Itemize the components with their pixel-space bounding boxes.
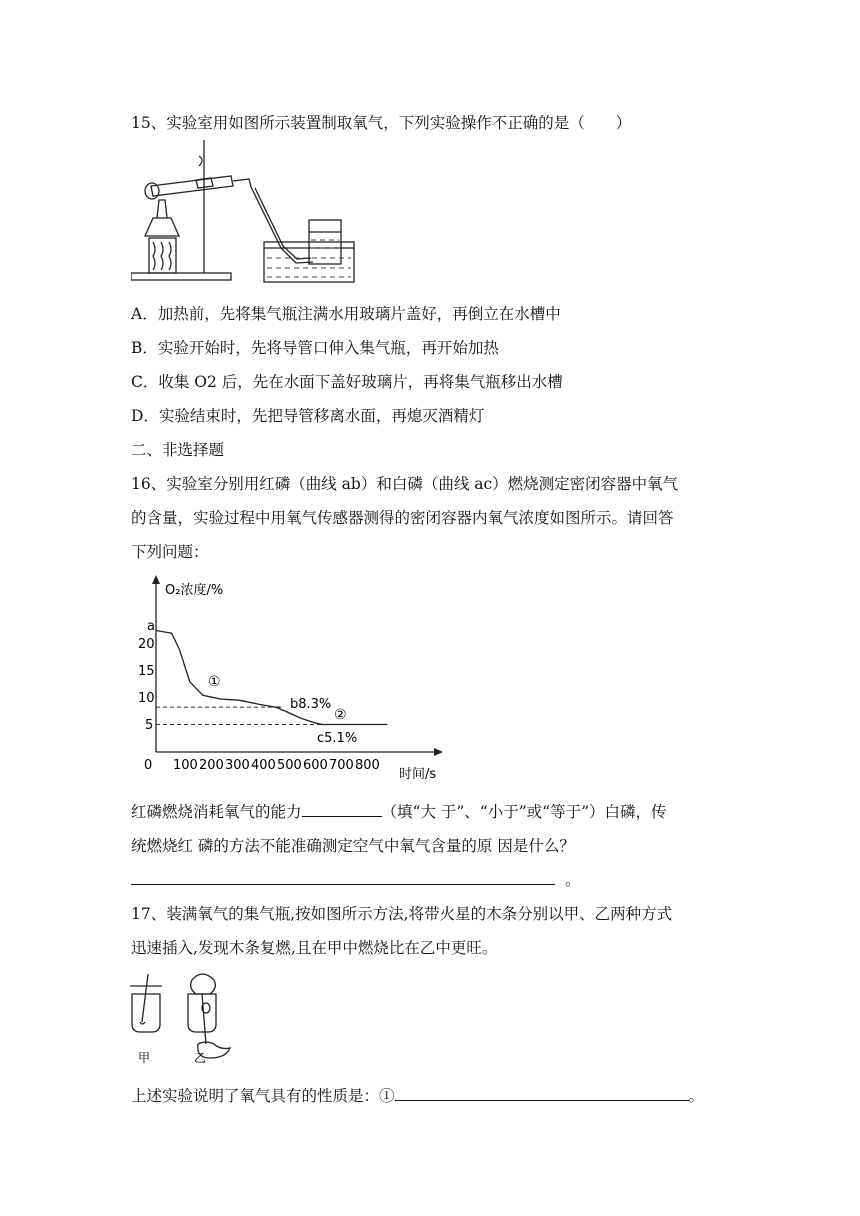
label-jia: 甲 <box>138 1051 151 1064</box>
x-tick-label: 0 <box>144 758 153 773</box>
point-label-a: a <box>147 619 155 634</box>
q16-answer-line1-pre: 红磷燃烧消耗氧气的能力 <box>131 803 302 821</box>
label-yi: 乙 <box>194 1051 207 1064</box>
q17-stem-line1: 17、装满氧气的集气瓶,按如图所示方法,将带火星的木条分别以甲、乙两种方式 <box>131 905 673 923</box>
x-tick-label: 100 <box>173 758 198 773</box>
section-title: 二、非选择题 <box>131 441 225 459</box>
y-tick-label: 20 <box>138 637 155 652</box>
q16-blank-2[interactable] <box>131 870 555 885</box>
q15-option-d: D．实验结束时，先把导管移离水面，再熄灭酒精灯 <box>131 407 485 425</box>
curve-label-2: ② <box>334 707 347 723</box>
q15-stem: 15、实验室用如图所示装置制取氧气，下列实验操作不正确的是（ ） <box>131 114 632 132</box>
x-tick-label: 700 <box>329 758 354 773</box>
x-axis-arrow <box>434 748 443 756</box>
q16-answer-line2: 统燃烧红 磷的方法不能准确测定空气中氧气含量的原 因是什么？ <box>131 837 575 855</box>
q16-answer-line1 <box>131 800 667 822</box>
o2-concentration-chart <box>131 572 451 782</box>
oxygen-apparatus-figure <box>131 138 361 288</box>
q16-stem-line1: 16、实验室分别用红磷（曲线 ab）和白磷（曲线 ac）燃烧测定密闭容器中氧气 <box>131 475 679 493</box>
x-tick-label: 500 <box>277 758 302 773</box>
q17-stem-line2: 迅速插入,发现木条复燃,且在甲中燃烧比在乙中更旺。 <box>131 939 498 957</box>
x-axis-label: 时间/s <box>399 767 437 782</box>
q17-answer-pre: 上述实验说明了氧气具有的性质是：① <box>131 1087 395 1105</box>
series-1-line <box>156 631 281 708</box>
q16-answer-end: 。 <box>565 871 581 889</box>
point-label-c: c5.1% <box>317 731 358 746</box>
point-label-b: b8.3% <box>290 697 332 712</box>
q15-option-b: B．实验开始时，先将导管口伸入集气瓶，再开始加热 <box>131 339 499 357</box>
q16-blank-1[interactable] <box>302 802 382 817</box>
x-tick-label: 800 <box>355 758 380 773</box>
q17-answer-end: 。 <box>688 1087 705 1105</box>
q16-stem-line3: 下列问题： <box>131 543 209 561</box>
y-tick-label: 10 <box>138 691 155 706</box>
x-tick-label: 600 <box>303 758 328 773</box>
q15-option-a: A．加热前，先将集气瓶注满水用玻璃片盖好，再倒立在水槽中 <box>131 305 561 323</box>
q16-answer-line3 <box>131 868 581 890</box>
q16-answer-line1-post: （填“大 于”、“小于”或“等于”）白磷，传 <box>381 803 667 821</box>
y-tick-label: 15 <box>138 664 155 679</box>
bottle-experiment-figure <box>128 964 248 1064</box>
y-axis-arrow <box>152 575 160 584</box>
x-tick-label: 200 <box>199 758 224 773</box>
q15-option-c: C．收集 O2 后，先在水面下盖好玻璃片，再将集气瓶移出水槽 <box>131 373 563 391</box>
q17-blank-1[interactable] <box>395 1086 689 1101</box>
q17-answer <box>131 1084 704 1106</box>
curve-label-1: ① <box>208 674 221 690</box>
x-tick-label: 300 <box>225 758 250 773</box>
y-axis-label: O₂浓度/% <box>165 583 224 598</box>
x-tick-label: 400 <box>251 758 276 773</box>
q16-stem-line2: 的含量，实验过程中用氧气传感器测得的密闭容器内氧气浓度如图所示。请回答 <box>131 509 674 527</box>
y-tick-label: 5 <box>145 718 154 733</box>
